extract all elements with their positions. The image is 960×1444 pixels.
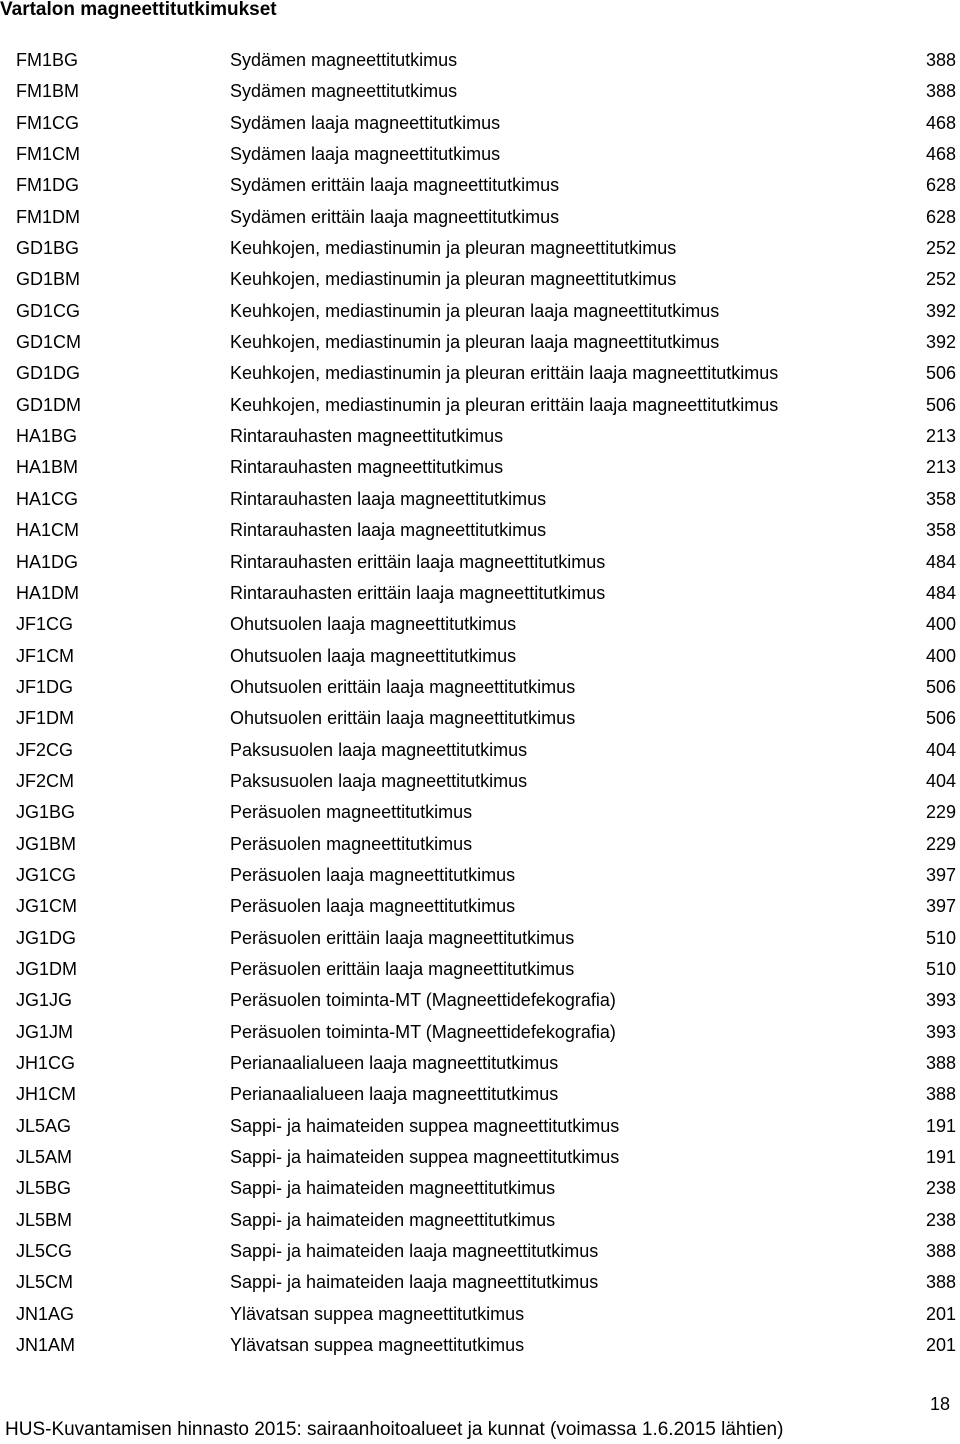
procedure-price: 400 bbox=[925, 645, 956, 666]
table-row bbox=[0, 358, 960, 389]
table-row bbox=[0, 1330, 960, 1361]
procedure-code: HA1BG bbox=[16, 426, 78, 447]
table-row bbox=[0, 202, 960, 233]
procedure-description: Perianaalialueen laaja magneettitutkimus bbox=[230, 1053, 559, 1073]
procedure-description: Sydämen laaja magneettitutkimus bbox=[230, 112, 501, 133]
procedure-price: 229 bbox=[925, 802, 956, 823]
procedure-code: FM1DG bbox=[16, 175, 79, 196]
procedure-code: HA1CG bbox=[16, 488, 79, 509]
table-row bbox=[0, 703, 960, 734]
table-row bbox=[0, 484, 960, 515]
procedure-description: Paksusuolen laaja magneettitutkimus bbox=[230, 739, 528, 760]
table-row bbox=[0, 1236, 960, 1267]
procedure-price: 388 bbox=[925, 50, 956, 70]
procedure-price: 252 bbox=[925, 269, 956, 290]
procedure-description: Perianaalialueen laaja magneettitutkimus bbox=[230, 1084, 559, 1105]
procedure-price: 388 bbox=[925, 1053, 956, 1073]
table-row bbox=[0, 1142, 960, 1173]
procedure-code: JG1JM bbox=[16, 1021, 74, 1042]
procedure-price: 484 bbox=[925, 582, 956, 603]
procedure-code: JL5BM bbox=[16, 1209, 73, 1230]
procedure-description: Sappi- ja haimateiden magneettitutkimus bbox=[230, 1209, 556, 1230]
procedure-code: FM1DM bbox=[16, 206, 80, 227]
procedure-description: Keuhkojen, mediastinumin ja pleuran erittäin laaja magneettitutkimus bbox=[230, 363, 779, 384]
procedure-code: GD1CM bbox=[16, 332, 82, 353]
procedure-description: Sydämen magneettitutkimus bbox=[230, 50, 458, 70]
procedure-description: Peräsuolen magneettitutkimus bbox=[230, 833, 473, 854]
procedure-price: 404 bbox=[925, 770, 956, 791]
procedure-code: JF1DG bbox=[16, 676, 74, 697]
procedure-code: GD1BM bbox=[16, 269, 81, 290]
table-row bbox=[0, 578, 960, 609]
table-row bbox=[0, 452, 960, 483]
procedure-price: 397 bbox=[925, 864, 956, 885]
procedure-price: 468 bbox=[925, 144, 956, 165]
table-row bbox=[0, 139, 960, 170]
procedure-description: Peräsuolen toiminta-MT (Magneettidefekografia) bbox=[230, 1021, 616, 1042]
procedure-code: HA1CM bbox=[16, 520, 80, 541]
procedure-price: 358 bbox=[925, 488, 956, 509]
procedure-description: Rintarauhasten laaja magneettitutkimus bbox=[230, 488, 547, 509]
procedure-description: Peräsuolen toiminta-MT (Magneettidefekografia) bbox=[230, 990, 616, 1011]
table-row bbox=[0, 45, 960, 76]
table-row bbox=[0, 1267, 960, 1298]
procedure-description: Sappi- ja haimateiden laaja magneettitutkimus bbox=[230, 1272, 599, 1293]
procedure-code: JN1AM bbox=[16, 1335, 76, 1356]
table-row bbox=[0, 421, 960, 452]
procedure-price: 506 bbox=[925, 676, 956, 697]
procedure-code: HA1DM bbox=[16, 582, 80, 603]
procedure-price: 252 bbox=[925, 238, 956, 259]
procedure-code: JF2CM bbox=[16, 770, 74, 791]
table-row bbox=[0, 264, 960, 295]
procedure-description: Ylävatsan suppea magneettitutkimus bbox=[230, 1303, 525, 1324]
procedure-code: HA1DG bbox=[16, 551, 79, 572]
procedure-description: Rintarauhasten magneettitutkimus bbox=[230, 457, 504, 478]
procedure-code: JF1DM bbox=[16, 708, 74, 729]
procedure-code: JF1CM bbox=[16, 645, 74, 666]
procedure-code: JG1JG bbox=[16, 990, 73, 1011]
procedure-description: Sappi- ja haimateiden suppea magneettitutkimus bbox=[230, 1147, 620, 1168]
table-row bbox=[0, 891, 960, 922]
table-row bbox=[0, 233, 960, 264]
procedure-description: Keuhkojen, mediastinumin ja pleuran laaja magneettitutkimus bbox=[230, 300, 720, 321]
procedure-code: GD1BG bbox=[16, 238, 80, 259]
procedure-description: Keuhkojen, mediastinumin ja pleuran magneettitutkimus bbox=[230, 238, 677, 259]
procedure-price: 404 bbox=[925, 739, 956, 760]
procedure-price: 191 bbox=[925, 1115, 956, 1136]
table-row bbox=[0, 641, 960, 672]
table-row bbox=[0, 1017, 960, 1048]
page-number: 18 bbox=[929, 1394, 950, 1414]
procedure-description: Ylävatsan suppea magneettitutkimus bbox=[230, 1335, 525, 1356]
procedure-price: 510 bbox=[925, 927, 956, 948]
procedure-description: Peräsuolen laaja magneettitutkimus bbox=[230, 896, 516, 917]
procedure-price: 510 bbox=[925, 958, 956, 979]
table-row bbox=[0, 390, 960, 421]
table-row bbox=[0, 327, 960, 358]
procedure-description: Sydämen erittäin laaja magneettitutkimus bbox=[230, 206, 560, 227]
procedure-description: Rintarauhasten laaja magneettitutkimus bbox=[230, 520, 547, 541]
procedure-code: JG1BG bbox=[16, 802, 76, 823]
procedure-code: JF1CG bbox=[16, 614, 74, 635]
procedure-description: Peräsuolen magneettitutkimus bbox=[230, 802, 473, 823]
procedure-price: 628 bbox=[925, 206, 956, 227]
procedure-price: 238 bbox=[925, 1209, 956, 1230]
procedure-code: FM1BG bbox=[16, 50, 79, 70]
table-row bbox=[0, 797, 960, 828]
procedure-price: 392 bbox=[925, 332, 956, 353]
table-row bbox=[0, 735, 960, 766]
procedure-code: JL5BG bbox=[16, 1178, 72, 1199]
procedure-code: HA1BM bbox=[16, 457, 79, 478]
procedure-description: Keuhkojen, mediastinumin ja pleuran erittäin laaja magneettitutkimus bbox=[230, 394, 779, 415]
procedure-code: FM1BM bbox=[16, 81, 79, 102]
procedure-code: JN1AG bbox=[16, 1303, 75, 1324]
procedure-description: Keuhkojen, mediastinumin ja pleuran magneettitutkimus bbox=[230, 269, 677, 290]
procedure-description: Sappi- ja haimateiden laaja magneettitutkimus bbox=[230, 1241, 599, 1262]
footer-text: HUS-Kuvantamisen hinnasto 2015: sairaanhoitoalueet ja kunnat (voimassa 1.6.2015 lähtien) bbox=[5, 1419, 784, 1440]
table-row bbox=[0, 1048, 960, 1079]
procedure-price: 393 bbox=[925, 990, 956, 1011]
procedure-description: Ohutsuolen erittäin laaja magneettitutkimus bbox=[230, 708, 576, 729]
procedure-description: Rintarauhasten erittäin laaja magneettitutkimus bbox=[230, 582, 606, 603]
procedure-description: Peräsuolen erittäin laaja magneettitutkimus bbox=[230, 958, 575, 979]
procedure-description: Peräsuolen erittäin laaja magneettitutkimus bbox=[230, 927, 575, 948]
procedure-price: 213 bbox=[925, 457, 956, 478]
procedure-price: 506 bbox=[925, 708, 956, 729]
procedure-description: Sydämen laaja magneettitutkimus bbox=[230, 144, 501, 165]
procedure-code: JH1CG bbox=[16, 1053, 76, 1073]
procedure-description: Sydämen magneettitutkimus bbox=[230, 81, 458, 102]
procedure-price: 397 bbox=[925, 896, 956, 917]
procedure-code: JG1BM bbox=[16, 833, 77, 854]
procedure-description: Rintarauhasten magneettitutkimus bbox=[230, 426, 504, 447]
page-title: Vartalon magneettitutkimukset bbox=[0, 0, 277, 20]
procedure-price: 400 bbox=[925, 614, 956, 635]
procedure-price: 484 bbox=[925, 551, 956, 572]
procedure-code: FM1CG bbox=[16, 112, 79, 133]
procedure-price: 506 bbox=[925, 394, 956, 415]
procedure-price: 506 bbox=[925, 363, 956, 384]
table-row bbox=[0, 672, 960, 703]
procedure-description: Ohutsuolen laaja magneettitutkimus bbox=[230, 614, 517, 635]
procedure-price: 388 bbox=[925, 1272, 956, 1293]
procedure-description: Peräsuolen laaja magneettitutkimus bbox=[230, 864, 516, 885]
procedure-description: Sydämen erittäin laaja magneettitutkimus bbox=[230, 175, 560, 196]
table-row bbox=[0, 76, 960, 107]
table-row bbox=[0, 985, 960, 1016]
procedure-code: GD1DG bbox=[16, 363, 81, 384]
table-row bbox=[0, 860, 960, 891]
procedure-code: JG1DG bbox=[16, 927, 77, 948]
procedure-description: Ohutsuolen erittäin laaja magneettitutkimus bbox=[230, 676, 576, 697]
procedure-code: FM1CM bbox=[16, 144, 80, 165]
procedure-price: 393 bbox=[925, 1021, 956, 1042]
procedure-price: 238 bbox=[925, 1178, 956, 1199]
procedure-price: 468 bbox=[925, 112, 956, 133]
table-row bbox=[0, 1205, 960, 1236]
procedure-description: Sappi- ja haimateiden suppea magneettitutkimus bbox=[230, 1115, 620, 1136]
procedure-code: JG1CG bbox=[16, 864, 77, 885]
procedure-price: 388 bbox=[925, 1241, 956, 1262]
procedure-code: JL5CG bbox=[16, 1241, 73, 1262]
procedure-price: 201 bbox=[925, 1335, 956, 1356]
procedure-description: Sappi- ja haimateiden magneettitutkimus bbox=[230, 1178, 556, 1199]
table-row bbox=[0, 766, 960, 797]
procedure-price: 628 bbox=[925, 175, 956, 196]
table-row bbox=[0, 1173, 960, 1204]
procedure-price: 201 bbox=[925, 1303, 956, 1324]
procedure-code: JG1CM bbox=[16, 896, 78, 917]
procedure-code: JG1DM bbox=[16, 958, 78, 979]
table-row bbox=[0, 609, 960, 640]
procedure-code: GD1CG bbox=[16, 300, 81, 321]
procedure-price: 213 bbox=[925, 426, 956, 447]
procedure-description: Keuhkojen, mediastinumin ja pleuran laaja magneettitutkimus bbox=[230, 332, 720, 353]
table-row bbox=[0, 1299, 960, 1330]
procedure-price: 392 bbox=[925, 300, 956, 321]
procedure-description: Ohutsuolen laaja magneettitutkimus bbox=[230, 645, 517, 666]
procedure-price: 229 bbox=[925, 833, 956, 854]
table-row bbox=[0, 1111, 960, 1142]
table-row bbox=[0, 923, 960, 954]
procedure-code: JL5AG bbox=[16, 1115, 72, 1136]
price-table bbox=[0, 45, 960, 1361]
procedure-code: JL5CM bbox=[16, 1272, 74, 1293]
procedure-description: Rintarauhasten erittäin laaja magneettitutkimus bbox=[230, 551, 606, 572]
procedure-code: JL5AM bbox=[16, 1147, 73, 1168]
procedure-price: 358 bbox=[925, 520, 956, 541]
procedure-code: JH1CM bbox=[16, 1084, 77, 1105]
procedure-code: GD1DM bbox=[16, 394, 82, 415]
table-row bbox=[0, 954, 960, 985]
procedure-description: Paksusuolen laaja magneettitutkimus bbox=[230, 770, 528, 791]
table-row bbox=[0, 108, 960, 139]
table-row bbox=[0, 170, 960, 201]
procedure-price: 388 bbox=[925, 81, 956, 102]
procedure-code: JF2CG bbox=[16, 739, 74, 760]
table-row bbox=[0, 296, 960, 327]
table-row bbox=[0, 547, 960, 578]
procedure-price: 388 bbox=[925, 1084, 956, 1105]
table-row bbox=[0, 515, 960, 546]
procedure-price: 191 bbox=[925, 1147, 956, 1168]
table-row bbox=[0, 1079, 960, 1110]
table-row bbox=[0, 829, 960, 860]
